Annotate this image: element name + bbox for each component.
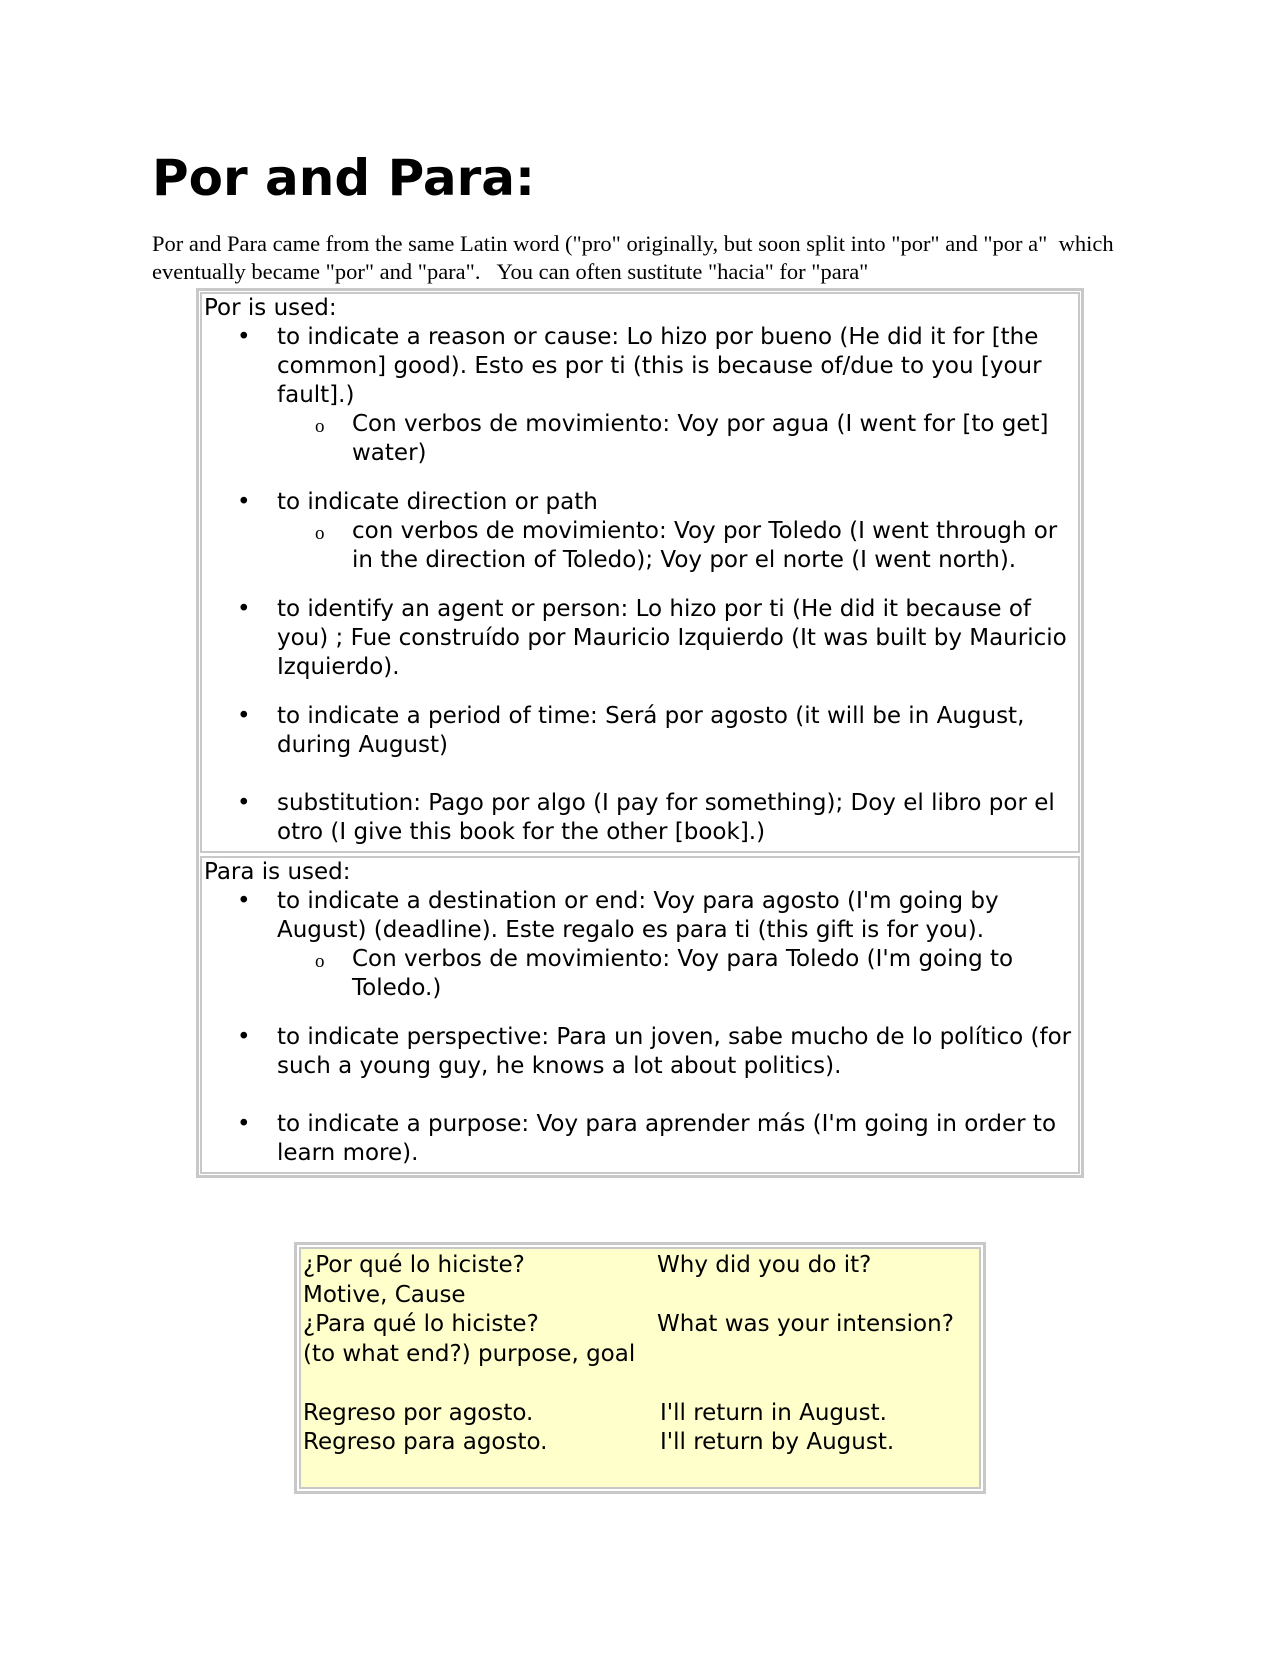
circle-bullet-icon: o bbox=[315, 416, 325, 437]
list-item bbox=[237, 887, 1078, 1003]
list-item-text: to identify an agent or person: Lo hizo por ti (He did it because of you) ; Fue construído por Mauricio Izquierdo (It was built by Mauricio Izquierdo). bbox=[277, 596, 1067, 680]
bullet-icon: • bbox=[237, 1111, 251, 1137]
list-item-text: to indicate direction or path bbox=[277, 489, 598, 515]
sub-list-item bbox=[315, 945, 1078, 1003]
summary-row bbox=[303, 1428, 979, 1458]
sub-list-item-text: Con verbos de movimiento: Voy para Toledo (I'm going to Toledo.) bbox=[352, 946, 1014, 1001]
list-item bbox=[237, 789, 1078, 847]
sub-list-item-text: Con verbos de movimiento: Voy por agua (I went for [to get] water) bbox=[352, 411, 1049, 466]
summary-box bbox=[294, 1242, 986, 1494]
example-por: Regreso por agosto. bbox=[303, 1399, 534, 1426]
list-item-text: to indicate a period of time: Será por agosto (it will be in August, during August) bbox=[277, 703, 1025, 758]
summary-row bbox=[303, 1251, 979, 1281]
question-para: ¿Para qué lo hiciste? bbox=[303, 1311, 539, 1337]
spacer bbox=[303, 1369, 979, 1399]
list-item bbox=[237, 1110, 1078, 1168]
summary-content bbox=[299, 1247, 981, 1489]
por-heading: Por is used: bbox=[204, 295, 337, 321]
sub-list bbox=[277, 945, 1078, 1003]
list-item bbox=[237, 1023, 1078, 1081]
question-por-translation: Why did you do it? bbox=[657, 1252, 872, 1278]
circle-bullet-icon: o bbox=[315, 523, 325, 544]
example-para-translation: I'll return by August. bbox=[660, 1429, 895, 1455]
question-por-note: Motive, Cause bbox=[303, 1281, 466, 1308]
bullet-icon: • bbox=[237, 790, 251, 816]
page-title: Por and Para: bbox=[152, 149, 536, 207]
bullet-icon: • bbox=[237, 489, 251, 515]
summary-row bbox=[303, 1310, 979, 1340]
question-para-note: (to what end?) purpose, goal bbox=[303, 1340, 636, 1367]
list-item-text: substitution: Pago por algo (I pay for something); Doy el libro por el otro (I give this book for the other [book].) bbox=[277, 790, 1055, 845]
bullet-icon: • bbox=[237, 1024, 251, 1050]
list-item bbox=[237, 595, 1078, 682]
list-item-text: to indicate perspective: Para un joven, sabe mucho de lo político (for such a young guy, he knows a lot about politics). bbox=[277, 1024, 1072, 1079]
sub-list-item bbox=[315, 410, 1078, 468]
bullet-icon: • bbox=[237, 324, 251, 350]
list-item bbox=[237, 323, 1078, 468]
example-para: Regreso para agosto. bbox=[303, 1429, 548, 1455]
intro-paragraph: Por and Para came from the same Latin word ("pro" originally, but soon split into "por" and "por a" which eventually became "por" and "para". You can often sustitute "hacia" for "para" bbox=[152, 231, 1120, 284]
sub-list bbox=[277, 410, 1078, 468]
bullet-icon: • bbox=[237, 703, 251, 729]
list-item bbox=[237, 488, 1078, 575]
por-cell bbox=[200, 292, 1080, 853]
example-por-translation: I'll return in August. bbox=[660, 1399, 887, 1426]
bullet-icon: • bbox=[237, 888, 251, 914]
question-para-translation: What was your intension? bbox=[657, 1311, 954, 1337]
sub-list-item-text: con verbos de movimiento: Voy por Toledo (I went through or in the direction of Toledo); Voy por el norte (I went north). bbox=[352, 518, 1058, 573]
bullet-icon: • bbox=[237, 596, 251, 622]
sub-list bbox=[277, 517, 1078, 575]
usage-table bbox=[196, 288, 1084, 1178]
por-list bbox=[204, 323, 1078, 847]
sub-list-item bbox=[315, 517, 1078, 575]
question-por: ¿Por qué lo hiciste? bbox=[303, 1252, 525, 1278]
summary-row bbox=[303, 1281, 979, 1311]
list-item-text: to indicate a purpose: Voy para aprender más (I'm going in order to learn more). bbox=[277, 1111, 1057, 1166]
para-cell bbox=[200, 856, 1080, 1174]
para-list bbox=[204, 887, 1078, 1168]
summary-row bbox=[303, 1340, 979, 1370]
summary-row bbox=[303, 1399, 979, 1429]
list-item bbox=[237, 702, 1078, 760]
list-item-text: to indicate a destination or end: Voy para agosto (I'm going by August) (deadline). Este regalo es para ti (this gift is for you). bbox=[277, 888, 999, 943]
para-heading: Para is used: bbox=[204, 859, 351, 885]
list-item-text: to indicate a reason or cause: Lo hizo por bueno (He did it for [the common] good). Esto es por ti (this is because of/due to you [your fault].) bbox=[277, 324, 1042, 408]
circle-bullet-icon: o bbox=[315, 951, 325, 972]
